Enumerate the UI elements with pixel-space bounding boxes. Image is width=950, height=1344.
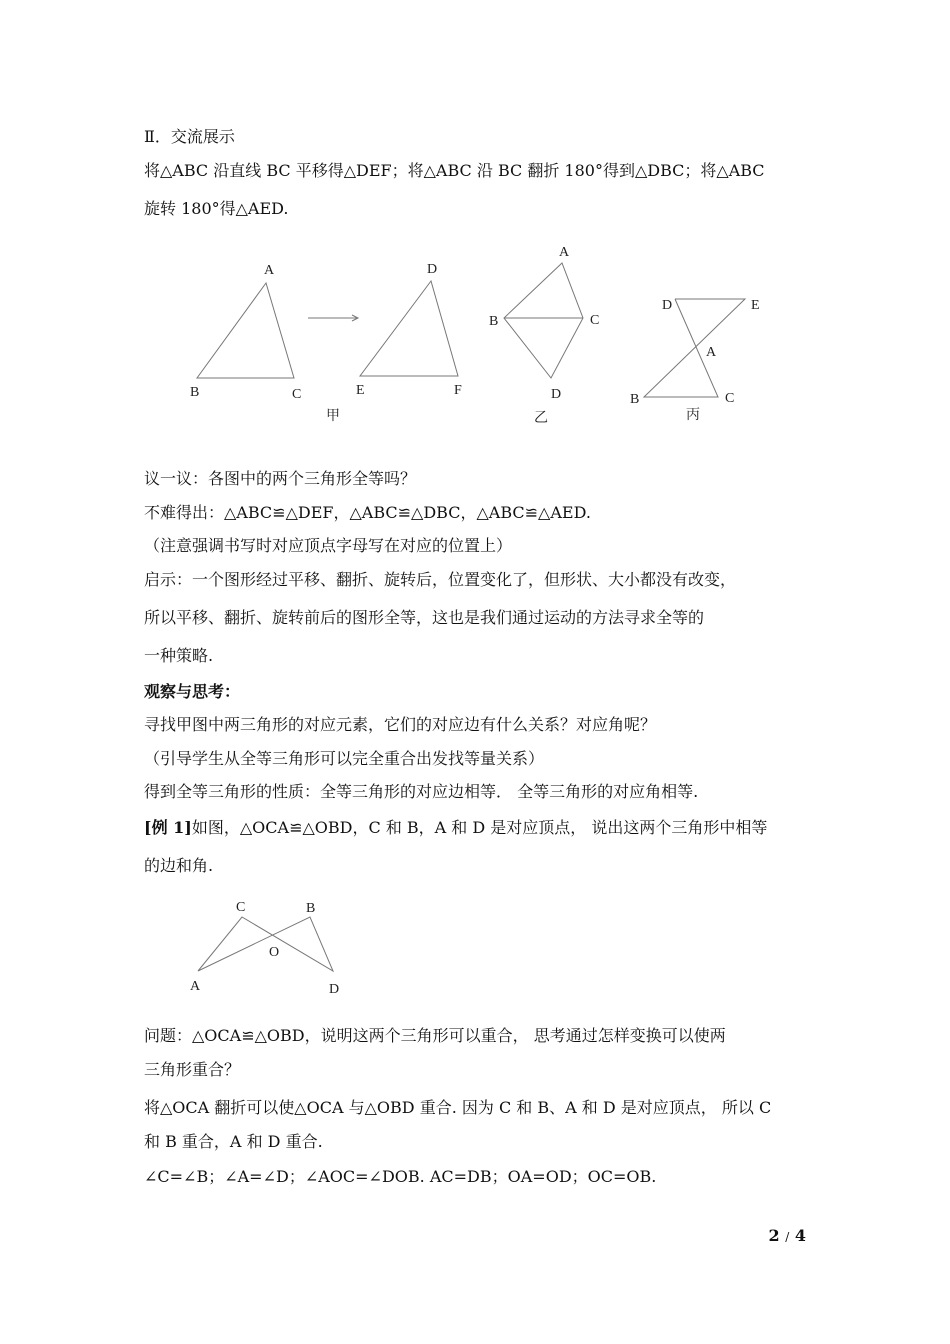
label-f2: F bbox=[454, 383, 462, 398]
observe-title: 观察与思考： bbox=[144, 682, 241, 701]
kite-abdc bbox=[504, 263, 583, 378]
label-a4: A bbox=[706, 345, 717, 360]
label-o: O bbox=[269, 945, 280, 960]
example-tag: [例 1] bbox=[144, 818, 192, 837]
question-line-2: 三角形重合？ bbox=[144, 1060, 241, 1079]
example-line-2: 的边和角. bbox=[144, 856, 214, 875]
triangle-abc bbox=[197, 283, 294, 378]
discussion-note: （注意强调书写时对应顶点字母写在对应的位置上） bbox=[144, 536, 513, 555]
intro-line-2: 旋转 180°得△AED. bbox=[144, 199, 289, 218]
discussion-answer: 不难得出：△ABC≌△DEF，△ABC≌△DBC，△ABC≌△AED. bbox=[144, 503, 591, 522]
example-figure bbox=[0, 890, 950, 1000]
question-line-1: 问题：△OCA≌△OBD，说明这两个三角形可以重合， 思考通过怎样变换可以使两 bbox=[144, 1026, 726, 1045]
observe-question: 寻找甲图中两三角形的对应元素，它们的对应边有什么关系？对应角呢？ bbox=[144, 715, 657, 734]
question-line-5: ∠C=∠B；∠A=∠D；∠AOC=∠DOB. AC=DB；OA=OD；OC=OB. bbox=[144, 1167, 657, 1186]
intro-line-1: 将△ABC 沿直线 BC 平移得△DEF；将△ABC 沿 BC 翻折 180°得到△DBC；将△ABC bbox=[144, 161, 765, 180]
example-line-1 bbox=[144, 818, 767, 838]
transform-figures bbox=[0, 235, 950, 435]
label-c1: C bbox=[292, 387, 302, 402]
label-c4: C bbox=[725, 391, 735, 406]
label-b: B bbox=[306, 901, 316, 916]
page-number bbox=[769, 1226, 806, 1245]
page-total: 4 bbox=[794, 1226, 806, 1245]
caption-yi: 乙 bbox=[534, 411, 548, 426]
label-a: A bbox=[190, 979, 201, 994]
example-text: 如图，△OCA≌△OBD，C 和 B，A 和 D 是对应顶点， 说出这两个三角形中相等 bbox=[191, 818, 768, 837]
question-line-3: 将△OCA 翻折可以使△OCA 与△OBD 重合. 因为 C 和 B、A 和 D 是对应顶点， 所以 C bbox=[144, 1098, 772, 1117]
page-current: 2 bbox=[768, 1226, 780, 1245]
label-b4: B bbox=[630, 392, 640, 407]
label-e4: E bbox=[751, 298, 760, 313]
hint-line-1: 启示：一个图形经过平移、翻折、旋转后，位置变化了，但形状、大小都没有改变， bbox=[144, 570, 737, 589]
triangle-def bbox=[360, 281, 458, 376]
caption-bing: 丙 bbox=[686, 408, 700, 423]
label-c3: C bbox=[590, 313, 600, 328]
label-b3: B bbox=[489, 314, 499, 329]
label-e2: E bbox=[356, 383, 365, 398]
question-line-4: 和 B 重合，A 和 D 重合. bbox=[144, 1132, 323, 1151]
observe-note: （引导学生从全等三角形可以完全重合出发找等量关系） bbox=[144, 749, 545, 768]
discussion-question: 议一议：各图中的两个三角形全等吗？ bbox=[144, 469, 417, 488]
caption-jia: 甲 bbox=[326, 409, 340, 424]
section-heading: Ⅱ．交流展示 bbox=[144, 127, 235, 146]
label-d: D bbox=[329, 982, 340, 997]
label-d4: D bbox=[662, 298, 673, 313]
label-b1: B bbox=[190, 385, 200, 400]
property-statement: 得到全等三角形的性质：全等三角形的对应边相等． 全等三角形的对应角相等. bbox=[144, 782, 699, 801]
hint-line-3: 一种策略. bbox=[144, 646, 214, 665]
hint-line-2: 所以平移、翻折、旋转前后的图形全等，这也是我们通过运动的方法寻求全等的 bbox=[144, 608, 705, 627]
crossed-triangles bbox=[198, 917, 333, 971]
label-d3: D bbox=[551, 387, 562, 402]
label-a3: A bbox=[559, 245, 570, 260]
label-c: C bbox=[236, 900, 246, 915]
page-separator: / bbox=[785, 1230, 790, 1244]
bowtie-figure bbox=[644, 299, 745, 397]
label-a1: A bbox=[264, 263, 275, 278]
label-d2: D bbox=[427, 262, 438, 277]
